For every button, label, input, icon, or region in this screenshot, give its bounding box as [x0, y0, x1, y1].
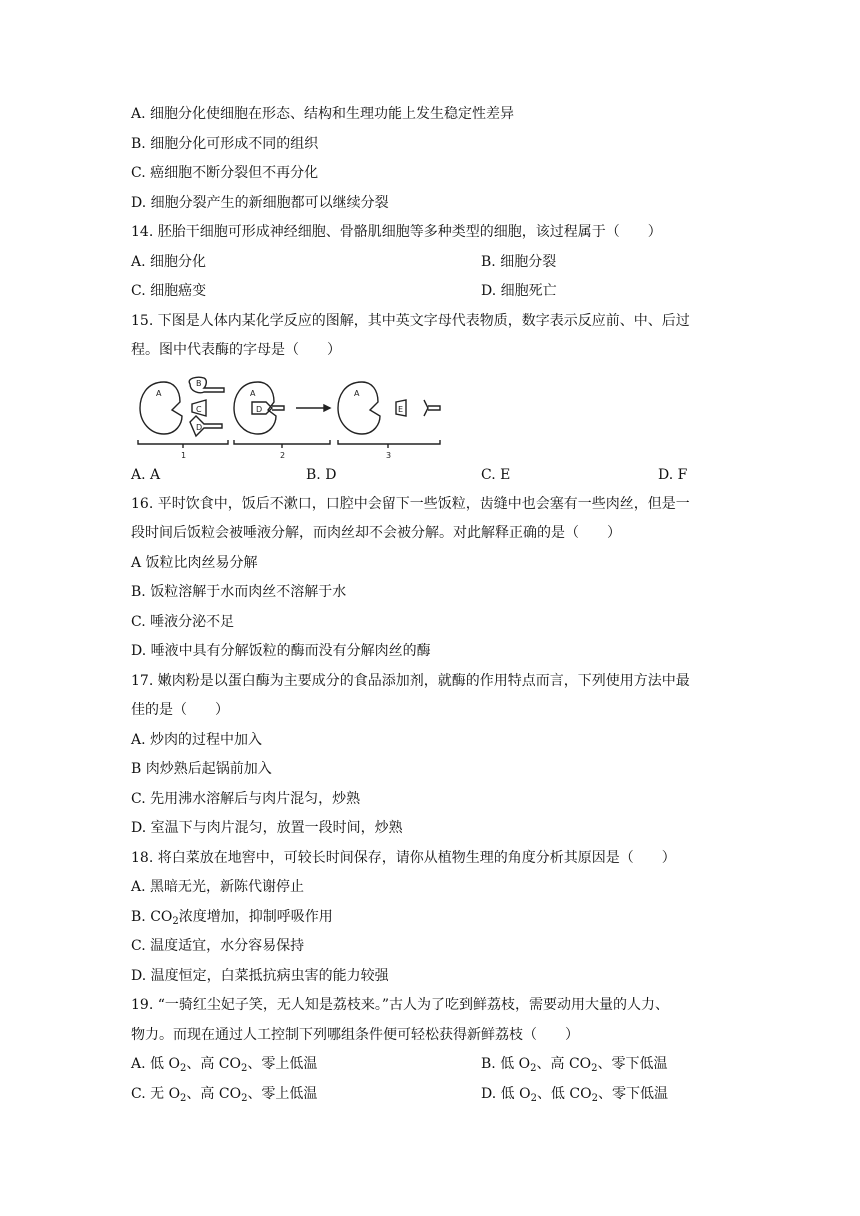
label-d-1: D: [196, 423, 203, 432]
q19-option-a: A. 低 $O_2$、高 $CO_2$、零上低温: [131, 1056, 318, 1074]
label-stage-1: 1: [181, 451, 187, 460]
q16-option-b: B. 饭粒溶解于水而肉丝不溶解于水: [131, 584, 347, 600]
label-d-2: D: [256, 405, 263, 414]
label-a-2: A: [250, 389, 256, 398]
label-stage-3: 3: [386, 451, 392, 460]
q19-stem-line1: 19. “一骑红尘妃子笑，无人知是荔枝来。”古人为了吃到鲜荔枝，需要动用大量的人力、: [131, 997, 670, 1013]
q13-option-a: A. 细胞分化使细胞在形态、结构和生理功能上发生稳定性差异: [131, 106, 515, 122]
q16-option-d: D. 唾液中具有分解饭粒的酶而没有分解肉丝的酶: [131, 643, 431, 659]
q13-option-b: B. 细胞分化可形成不同的组织: [131, 136, 319, 152]
q18-option-d: D. 温度恒定，白菜抵抗病虫害的能力较强: [131, 968, 389, 984]
q15-option-a: A. A: [131, 467, 161, 483]
q14-option-d: D. 细胞死亡: [481, 283, 557, 299]
q19-option-d: D. 低 $O_2$、低 $CO_2$、零下低温: [481, 1086, 668, 1104]
q15-option-c: C. E: [481, 467, 511, 483]
q19-stem-line2: 物力。而现在通过人工控制下列哪组条件便可轻松获得新鲜荔枝（ ）: [131, 1027, 579, 1043]
q15-stem-line2: 程。图中代表酶的字母是（ ）: [131, 342, 341, 358]
label-stage-2: 2: [280, 451, 286, 460]
bracket-stage-2: [234, 440, 330, 448]
q17-option-a: A. 炒肉的过程中加入: [131, 732, 263, 748]
q13-option-c: C. 癌细胞不断分裂但不再分化: [131, 165, 319, 181]
q18-stem: 18. 将白菜放在地窖中，可较长时间保存，请你从植物生理的角度分析其原因是（ ）: [131, 850, 676, 866]
q14-stem: 14. 胚胎干细胞可形成神经细胞、骨骼肌细胞等多种类型的细胞，该过程属于（ ）: [131, 224, 662, 240]
product-f-shape: [424, 400, 440, 416]
q16-option-c: C. 唾液分泌不足: [131, 614, 235, 630]
label-c: C: [196, 405, 202, 414]
q17-stem-line1: 17. 嫩肉粉是以蛋白酶为主要成分的食品添加剂，就酶的作用特点而言，下列使用方法中最: [131, 673, 690, 689]
bracket-stage-1: [138, 440, 228, 448]
q18-option-c: C. 温度适宜，水分容易保持: [131, 938, 305, 954]
q17-stem-line2: 佳的是（ ）: [131, 702, 229, 718]
label-a-1: A: [156, 389, 162, 398]
q16-stem-line1: 16. 平时饮食中，饭后不漱口，口腔中会留下一些饭粒，齿缝中也会塞有一些肉丝，但是一: [131, 496, 690, 512]
q19-option-b: B. 低 $O_2$、高 $CO_2$、零下低温: [481, 1056, 668, 1074]
label-a-3: A: [354, 389, 360, 398]
q14-option-c: C. 细胞癌变: [131, 283, 207, 299]
q18-option-b: B. $CO_2$浓度增加，抑制呼吸作用: [131, 909, 333, 927]
q17-option-d: D. 室温下与肉片混匀，放置一段时间，炒熟: [131, 820, 403, 836]
q16-option-a: A 饭粒比肉丝易分解: [131, 555, 258, 571]
q17-option-c: C. 先用沸水溶解后与肉片混匀，炒熟: [131, 791, 361, 807]
label-b: B: [196, 379, 202, 388]
label-e: E: [398, 405, 404, 414]
q14-option-a: A. 细胞分化: [131, 254, 207, 270]
q15-stem-line1: 15. 下图是人体内某化学反应的图解，其中英文字母代表物质，数字表示反应前、中、后过: [131, 313, 690, 329]
q13-option-d: D. 细胞分裂产生的新细胞都可以继续分裂: [131, 195, 389, 211]
substrate-b-shape: [189, 377, 224, 392]
q19-option-c: C. 无 $O_2$、高 $CO_2$、零上低温: [131, 1086, 318, 1104]
q16-stem-line2: 段时间后饭粒会被唾液分解，而肉丝却不会被分解。对此解释正确的是（ ）: [131, 525, 621, 541]
q14-option-b: B. 细胞分裂: [481, 254, 557, 270]
q15-option-b: B. D: [306, 467, 337, 483]
substrate-d-shape: [190, 416, 222, 436]
q17-option-b: B 肉炒熟后起锅前加入: [131, 761, 272, 777]
bracket-stage-3: [338, 440, 440, 448]
q15-option-d: D. F: [658, 467, 688, 483]
q18-option-a: A. 黑暗无光，新陈代谢停止: [131, 879, 305, 895]
enzyme-reaction-diagram: [134, 372, 444, 460]
